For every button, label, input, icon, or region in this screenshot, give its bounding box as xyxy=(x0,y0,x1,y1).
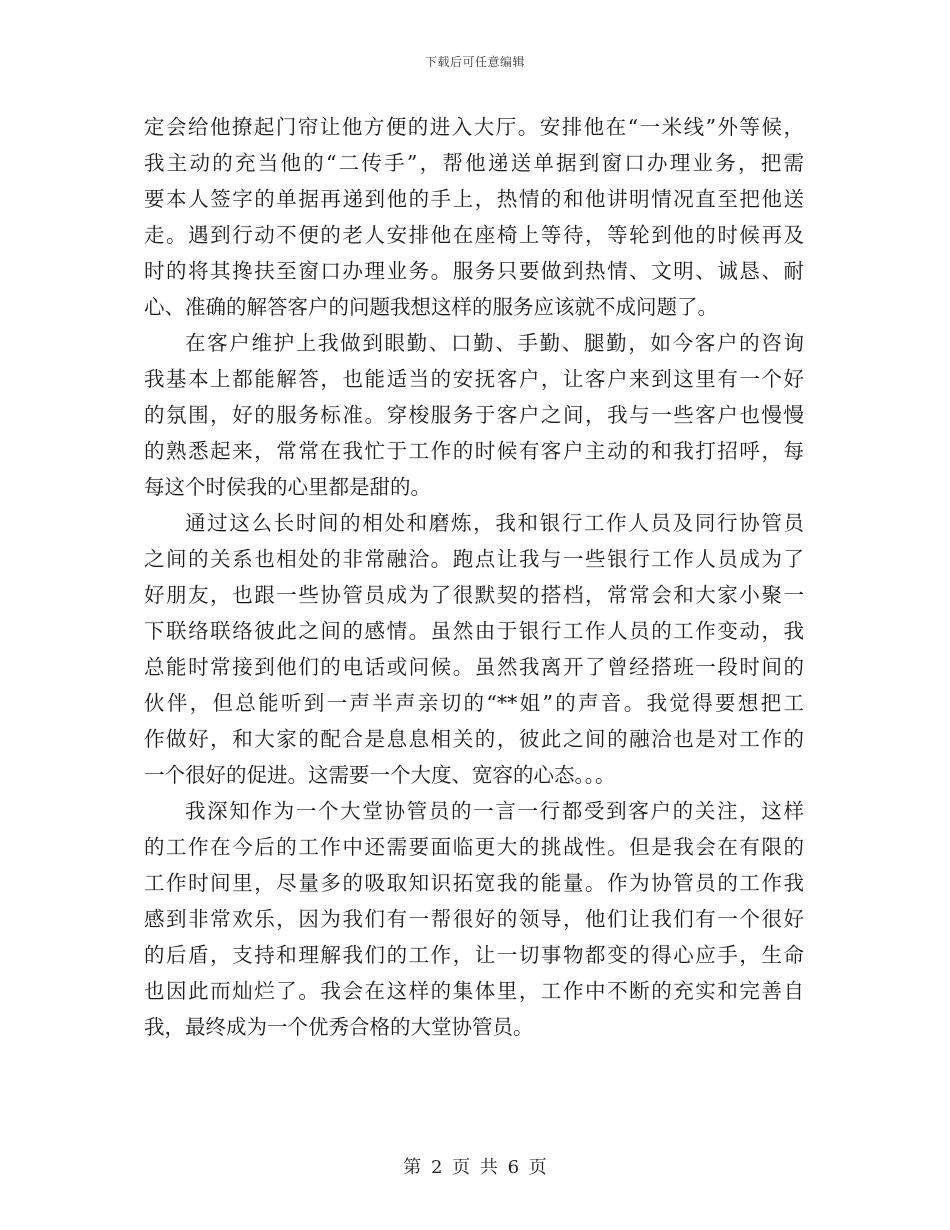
paragraph-line: 要本人签字的单据再递到他的手上，热情的和他讲明情况直至把他送 xyxy=(144,187,804,211)
paragraph-line: 伙伴，但总能听到一声半声亲切的“**姐”的声音。我觉得要想把工 xyxy=(144,691,804,715)
paragraph-line: 感到非常欢乐，因为我们有一帮很好的领导，他们让我们有一个很好 xyxy=(144,907,804,931)
page-header: 下载后可任意编辑 xyxy=(424,55,525,69)
paragraph-line: 总能时常接到他们的电话或问候。虽然我离开了曾经搭班一段时间的 xyxy=(144,655,804,679)
paragraph-line: 一个很好的促进。这需要一个大度、宽容的心态。。。 xyxy=(144,763,616,787)
paragraph-line: 工作时间里，尽量多的吸取知识拓宽我的能量。作为协管员的工作我 xyxy=(144,871,804,895)
paragraph xyxy=(144,793,804,1045)
paragraph-line: 作做好，和大家的配合是息息相关的，彼此之间的融洽也是对工作的 xyxy=(144,727,804,751)
paragraph-line: 我深知作为一个大堂协管员的一言一行都受到客户的关注，这样 xyxy=(185,799,804,823)
paragraph-line: 通过这么长时间的相处和磨炼，我和银行工作人员及同行协管员 xyxy=(185,511,804,535)
paragraph-line: 下联络联络彼此之间的感情。虽然由于银行工作人员的工作变动，我 xyxy=(144,619,804,643)
paragraph-line: 之间的关系也相处的非常融洽。跑点让我与一些银行工作人员成为了 xyxy=(144,547,804,571)
paragraph-line: 走。遇到行动不便的老人安排他在座椅上等待，等轮到他的时候再及 xyxy=(144,223,804,247)
page-number-footer: 第 2 页 共 6 页 xyxy=(403,1157,547,1178)
paragraph-line: 我，最终成为一个优秀合格的大堂协管员。 xyxy=(144,1015,534,1039)
paragraph-line: 也因此而灿烂了。我会在这样的集体里，工作中不断的充实和完善自 xyxy=(144,979,804,1003)
document-body xyxy=(144,109,804,1045)
paragraph-line: 的熟悉起来，常常在我忙于工作的时候有客户主动的和我打招呼，每 xyxy=(144,439,804,463)
paragraph xyxy=(144,109,804,325)
paragraph-line: 我基本上都能解答，也能适当的安抚客户，让客户来到这里有一个好 xyxy=(144,367,804,391)
paragraph-line: 时的将其搀扶至窗口办理业务。服务只要做到热情、文明、诚恳、耐 xyxy=(144,259,804,283)
paragraph-line: 在客户维护上我做到眼勤、口勤、手勤、腿勤，如今客户的咨询 xyxy=(185,331,804,355)
paragraph-line: 每这个时侯我的心里都是甜的。 xyxy=(144,475,431,499)
paragraph-line: 定会给他撩起门帘让他方便的进入大厅。安排他在“一米线”外等候， xyxy=(144,115,804,139)
paragraph xyxy=(144,325,804,505)
paragraph-line: 好朋友，也跟一些协管员成为了很默契的搭档，常常会和大家小聚一 xyxy=(144,583,804,607)
paragraph xyxy=(144,505,804,793)
paragraph-line: 的工作在今后的工作中还需要面临更大的挑战性。但是我会在有限的 xyxy=(144,835,804,859)
paragraph-line: 心、准确的解答客户的问题我想这样的服务应该就不成问题了。 xyxy=(144,295,718,319)
paragraph-line: 我主动的充当他的“二传手”，帮他递送单据到窗口办理业务，把需 xyxy=(144,151,804,175)
paragraph-line: 的后盾，支持和理解我们的工作，让一切事物都变的得心应手，生命 xyxy=(144,943,804,967)
paragraph-line: 的氛围，好的服务标准。穿梭服务于客户之间，我与一些客户也慢慢 xyxy=(144,403,804,427)
